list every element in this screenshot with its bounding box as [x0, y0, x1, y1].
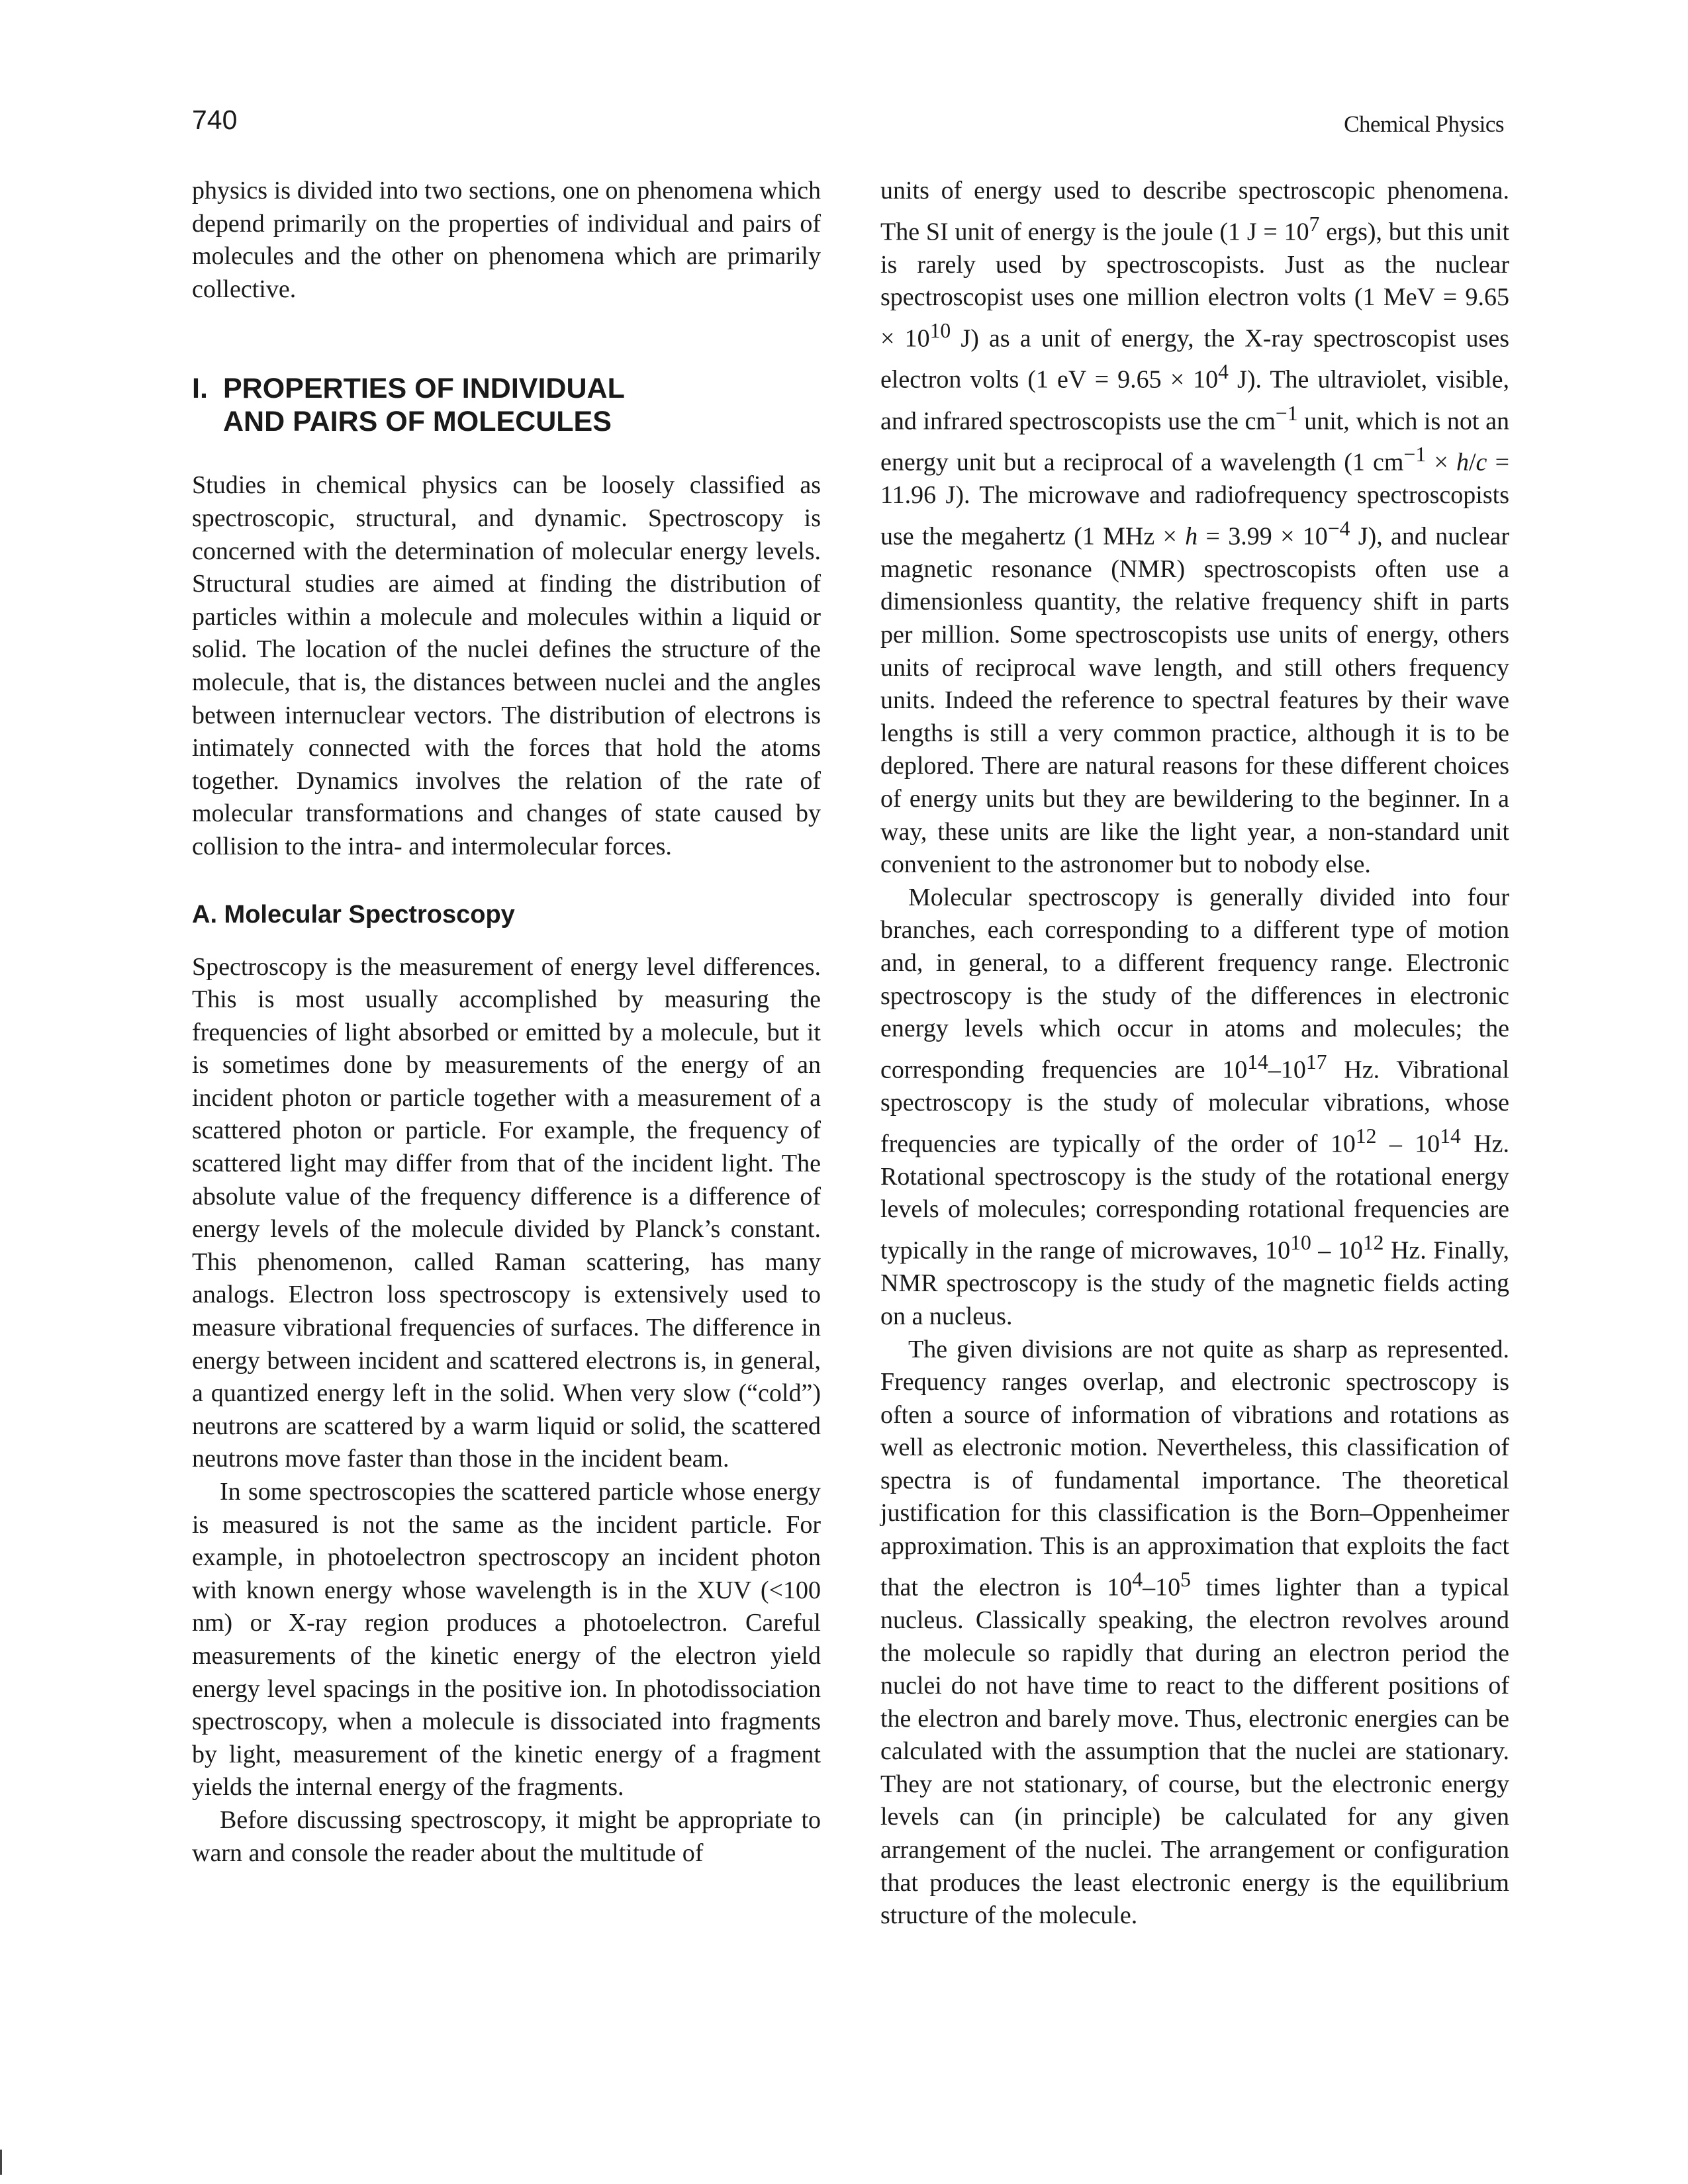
units-paragraph: units of energy used to describe spectroscopic phenomena. The SI unit of energy is the joule (1 $J = 10^7$ ergs), but this unit is rarely used by spectroscopists. Just as the nuclear spectroscopist uses one million electron volts (1 MeV = $9.65 \times 10^{10}$ J) as a unit of energy, the X-ray spectroscopist uses electron volts (1 eV = $9.65 \times 10^4$ J). The ultraviolet, visible, and infrared spectroscopists use the $cm^{-1}$ unit, which is not an energy unit but a reciprocal of a wavelength (1 $cm^{-1} \times h/c = 11.96$ J). The microwave and radiofrequency spectroscopists use the megahertz (1 MHz × $h = 3.99 \times 10^{-4}$ J), and nuclear magnetic resonance (NMR) spectroscopists often use a dimensionless quantity, the relative frequency shift in parts per million. Some spectroscopists use units of energy, others units of reciprocal wave length, and still others frequency units. Indeed the reference to spectral features by their wave lengths is still a very common practice, although it is to be deplored. There are natural reasons for these different choices of energy units but they are bewildering to the beginner. In a way, these units are like the light year, a non-standard unit convenient to the astronomer but to nobody else.	[880, 177, 1509, 879]
section-heading-line-2: AND PAIRS OF MOLECULES	[223, 406, 612, 438]
spectroscopy-paragraph-1: Spectroscopy is the measurement of energy level differences. This is most usually accomplished by measuring the frequencies of light absorbed or emitted by a molecule, but it is sometimes done by measurements of the energy of an incident photon or particle together with a measurement of a scattered photon or particle. For example, the frequency of scattered light may differ from that of the incident light. The absolute value of the frequency difference is a difference of energy levels of the molecule divided by Planck’s constant. This phenomenon, called Raman scattering, has many analogs. Electron loss spectroscopy is extensively used to measure vibrational frequencies of surfaces. The difference in energy between incident and scattered electrons is, in general, a quantized energy left in the solid. When very slow (“cold”) neutrons are scattered by a warm liquid or solid, the scattered neutrons move faster than those in the incident beam.	[192, 952, 821, 1473]
spectroscopy-paragraph-3: Before discussing spectroscopy, it might be appropriate to warn and console the reader about the multitude of	[192, 1805, 821, 1867]
right-column	[880, 175, 1509, 1933]
left-column	[192, 175, 821, 1870]
section-heading-line-1: PROPERTIES OF INDIVIDUAL	[223, 373, 625, 405]
page-number: 740	[192, 105, 238, 135]
section-heading	[192, 372, 821, 438]
section-number: I.	[192, 373, 208, 405]
page-edge-mark	[0, 2150, 2, 2175]
subsection-heading: A. Molecular Spectroscopy	[192, 900, 515, 929]
branches-paragraph: Molecular spectroscopy is generally divided into four branches, each corresponding to a different type of motion and, in general, to a different frequency range. Electronic spectroscopy is the study of the differences in electronic energy levels which occur in atoms and molecules; the corresponding frequencies are $10^{14}-10^{17}$ Hz. Vibrational spectroscopy is the study of molecular vibrations, whose frequencies are typically of the order of $10^{12} - 10^{14}$ Hz. Rotational spectroscopy is the study of the rotational energy levels of molecules; corresponding rotational frequencies are typically in the range of microwaves, $10^{10} - 10^{12}$ Hz. Finally, NMR spectroscopy is the study of the magnetic fields acting on a nucleus.	[880, 883, 1510, 1330]
running-title: Chemical Physics	[1344, 111, 1504, 137]
spectroscopy-paragraph-2: In some spectroscopies the scattered particle whose energy is measured is not the same as the incident particle. For example, in photoelectron spectroscopy an incident photon with known energy whose wavelength is in the XUV (<100 nm) or X-ray region produces a photoelectron. Careful measurements of the kinetic energy of the electron yield energy level spacings in the positive ion. In photodissociation spectroscopy, when a molecule is dissociated into fragments by light, measurement of the kinetic energy of a fragment yields the internal energy of the fragments.	[192, 1478, 821, 1801]
section-paragraph: Studies in chemical physics can be loosely classified as spectroscopic, structural, and dynamic. Spectroscopy is concerned with the determination of molecular energy levels. Structural studies are aimed at finding the distribution of particles within a molecule and molecules within a liquid or solid. The location of the nuclei defines the structure of the molecule, that is, the distances between nuclei and the angles between internuclear vectors. The distribution of electrons is intimately connected with the forces that hold the atoms together. Dynamics involves the relation of the rate of molecular transformations and changes of state caused by collision to the intra- and intermolecular forces.	[192, 471, 821, 860]
divisions-paragraph: The given divisions are not quite as sharp as represented. Frequency ranges overlap, and electronic spectroscopy is often a source of information of vibrations and rotations as well as electronic motion. Nevertheless, this classification of spectra is of fundamental importance. The theoretical justification for this classification is the Born–Oppenheimer approximation. This is an approximation that exploits the fact that the electron is $10^4-10^5$ times lighter than a typical nucleus. Classically speaking, the electron revolves around the molecule so rapidly that during an electron period the nuclei do not have time to react to the different positions of the electron and barely move. Thus, electronic energies can be calculated with the assumption that the nuclei are stationary. They are not stationary, of course, but the electronic energy levels can (in principle) be calculated for any given arrangement of the nuclei. The arrangement or configuration that produces the least electronic energy is the equilibrium structure of the molecule.	[880, 1335, 1509, 1930]
intro-paragraph: physics is divided into two sections, one on phenomena which depend primarily on the properties of individual and pairs of molecules and the other on phenomena which are primarily collective.	[192, 177, 821, 303]
